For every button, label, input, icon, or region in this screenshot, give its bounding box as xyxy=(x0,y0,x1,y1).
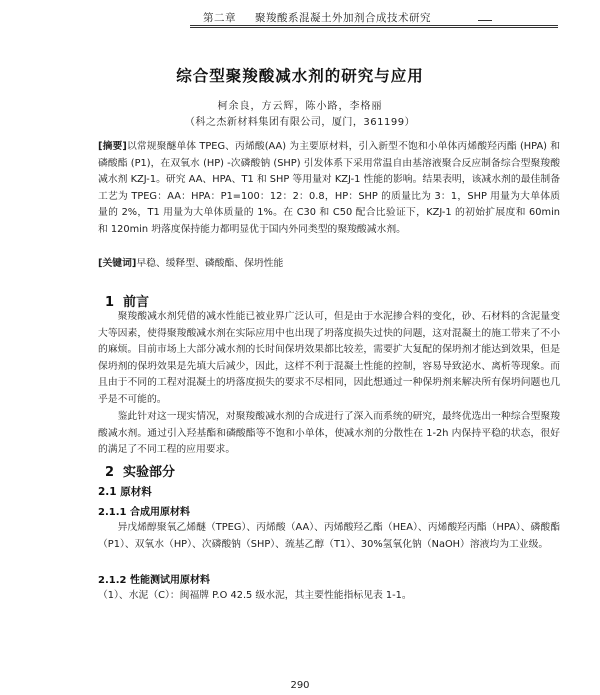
subsection-2-1-1-text: 异戊烯醇聚氧乙烯醚（TPEG）、丙烯酸（AA）、丙烯酸羟乙酯（HEA）、丙烯酸羟丙酯（HPA）、磷酸酯（P1）、双氧水（HP）、次磷酸钠（SHP）、巯基乙醇（T1）、30%氢氧化钠（NaOH）溶液均为工业级。 xyxy=(98,522,560,550)
paper-title: 综合型聚羧酸减水剂的研究与应用 xyxy=(176,67,424,85)
abstract xyxy=(98,139,560,238)
section-1-number: 1 xyxy=(105,295,115,310)
page-number: 290 xyxy=(290,680,310,691)
section-2-heading xyxy=(105,461,175,480)
header-rule-double xyxy=(190,27,558,28)
keywords xyxy=(98,256,560,273)
section-1-paragraph-1: 聚羧酸减水剂凭借的减水性能已被业界广泛认可，但是由于水泥掺合料的变化，砂、石材料的含泥量变大等因素，使得聚羧酸减水剂在实际应用中也出现了坍落度损失过快的问题，这对混凝土的施工带来了不小的麻烦。目前市场上大部分减水剂的长时间保坍效果都比较差，需要扩大复配的保坍剂才能达到效果，但是保坍剂的保坍效果是先填大后减少，因此，这样不利于混凝土性能的控制，容易导致泌水、离析等现象。而且由于不同的工程对混凝土的坍落度损失的要求不尽相同，因此想通过一种保坍剂来解决所有保坍问题也几乎是不可能的。 xyxy=(98,311,560,405)
section-1-title: 前言 xyxy=(123,295,150,310)
paper-authors: 柯余良，方云辉，陈小路，李格丽 xyxy=(217,101,383,112)
subsection-2-1-1: 2.1.1 合成用原材料 xyxy=(98,507,190,518)
header-title: 聚羧酸系混凝土外加剂合成技术研究 xyxy=(255,12,431,24)
section-1-heading xyxy=(105,291,149,310)
section-1-paragraph-2: 鉴此针对这一现实情况，对聚羧酸减水剂的合成进行了深入而系统的研究，最终优选出一种综合型聚羧酸减水剂。通过引入羟基酯和磷酸酯等不饱和小单体，使减水剂的分散性在 1-2h 内保持平稳的状态，很好的满足了不同工程的应用要求。 xyxy=(98,411,560,455)
running-header xyxy=(185,10,565,26)
paper-affiliation: （科之杰新材料集团有限公司，厦门，361199） xyxy=(184,117,416,128)
keywords-label: [关键词] xyxy=(98,258,137,269)
section-2-number: 2 xyxy=(105,465,115,480)
header-dash xyxy=(478,20,492,21)
keywords-text: 早稳、缓释型、磷酸酯、保坍性能 xyxy=(136,258,284,269)
subsection-2-1-2-text: （1）、水泥（C）：闽福牌 P.O 42.5 级水泥，其主要性能指标见表 1-1。 xyxy=(98,590,412,601)
abstract-text: 以常规聚醚单体 TPEG、丙烯酸(AA) 为主要原材料，引入新型不饱和小单体丙烯酸羟丙酯 (HPA) 和磷酸酯 (P1)，在双氧水 (HP) -次磷酸钠 (SHP) 引发体系下采用常温自由基溶液聚合反应制备综合型聚羧酸减水剂 KZJ-1。研究 AA、HPA、T1 和 SHP 等用量对 KZJ-1 性能的影响。结果表明，该减水剂的最佳制备工艺为 TPEG：AA：HPA：P1=100：12：2：0.8，HP：SHP 的质量比为 3：1，SHP 用量为大单体质量的 2%，T1 用量为大单体质量的 1%。在 C30 和 C50 配合比验证下，KZJ-1 的初始扩展度和 60min 和 120min 坍落度保持能力都明显优于国内外同类型的聚羧酸减水剂。 xyxy=(98,141,560,235)
section-2-title: 实验部分 xyxy=(123,465,176,480)
header-rule xyxy=(190,25,558,26)
header-chapter: 第二章 xyxy=(203,12,236,24)
subsection-2-1: 2.1 原材料 xyxy=(98,486,152,498)
subsection-2-1-2: 2.1.2 性能测试用原材料 xyxy=(98,575,210,586)
abstract-label: [摘要] xyxy=(98,141,127,152)
